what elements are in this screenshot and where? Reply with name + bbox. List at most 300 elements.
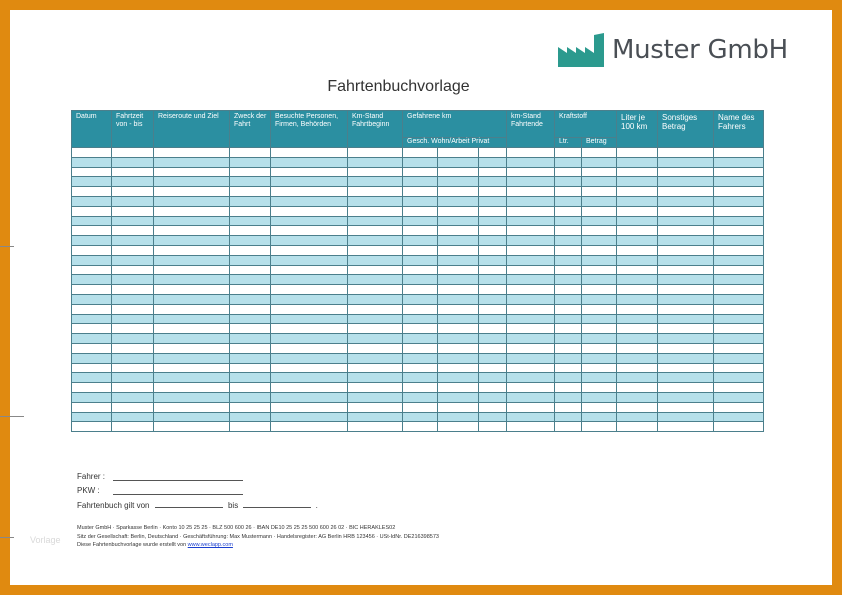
table-cell[interactable] [72, 353, 112, 363]
table-cell[interactable] [658, 383, 714, 393]
table-cell[interactable] [230, 412, 271, 422]
table-cell[interactable] [348, 363, 403, 373]
table-cell[interactable] [271, 334, 348, 344]
table-cell[interactable] [348, 353, 403, 363]
table-cell[interactable] [112, 187, 154, 197]
table-cell[interactable] [479, 236, 507, 246]
table-cell[interactable] [403, 157, 438, 167]
table-cell[interactable] [72, 343, 112, 353]
table-cell[interactable] [403, 177, 438, 187]
table-cell[interactable] [479, 255, 507, 265]
table-cell[interactable] [582, 373, 617, 383]
table-cell[interactable] [154, 324, 230, 334]
table-cell[interactable] [230, 216, 271, 226]
table-cell[interactable] [617, 422, 658, 432]
table-cell[interactable] [72, 285, 112, 295]
table-cell[interactable] [271, 383, 348, 393]
table-cell[interactable] [507, 304, 555, 314]
table-cell[interactable] [582, 226, 617, 236]
table-cell[interactable] [582, 206, 617, 216]
table-cell[interactable] [438, 148, 479, 158]
table-cell[interactable] [479, 353, 507, 363]
table-cell[interactable] [658, 245, 714, 255]
table-cell[interactable] [112, 196, 154, 206]
table-cell[interactable] [714, 206, 764, 216]
table-cell[interactable] [507, 187, 555, 197]
table-cell[interactable] [230, 245, 271, 255]
table-cell[interactable] [348, 148, 403, 158]
table-cell[interactable] [72, 216, 112, 226]
table-cell[interactable] [479, 304, 507, 314]
table-cell[interactable] [403, 148, 438, 158]
table-cell[interactable] [112, 167, 154, 177]
table-cell[interactable] [714, 187, 764, 197]
table-cell[interactable] [348, 343, 403, 353]
table-cell[interactable] [403, 392, 438, 402]
table-cell[interactable] [507, 206, 555, 216]
table-cell[interactable] [714, 216, 764, 226]
table-cell[interactable] [112, 255, 154, 265]
table-cell[interactable] [617, 167, 658, 177]
table-cell[interactable] [154, 392, 230, 402]
table-cell[interactable] [438, 353, 479, 363]
table-cell[interactable] [271, 373, 348, 383]
table-cell[interactable] [154, 304, 230, 314]
table-cell[interactable] [154, 383, 230, 393]
table-cell[interactable] [72, 167, 112, 177]
table-cell[interactable] [555, 177, 582, 187]
table-cell[interactable] [438, 324, 479, 334]
table-cell[interactable] [230, 373, 271, 383]
table-cell[interactable] [154, 373, 230, 383]
table-cell[interactable] [582, 304, 617, 314]
table-cell[interactable] [271, 177, 348, 187]
table-cell[interactable] [230, 236, 271, 246]
table-cell[interactable] [714, 373, 764, 383]
table-cell[interactable] [479, 187, 507, 197]
table-cell[interactable] [403, 422, 438, 432]
table-cell[interactable] [507, 285, 555, 295]
table-cell[interactable] [271, 285, 348, 295]
table-cell[interactable] [72, 177, 112, 187]
table-cell[interactable] [507, 226, 555, 236]
table-cell[interactable] [230, 255, 271, 265]
table-cell[interactable] [479, 334, 507, 344]
table-cell[interactable] [271, 324, 348, 334]
table-cell[interactable] [617, 157, 658, 167]
table-cell[interactable] [658, 392, 714, 402]
table-cell[interactable] [403, 314, 438, 324]
table-cell[interactable] [582, 353, 617, 363]
table-cell[interactable] [555, 216, 582, 226]
table-cell[interactable] [230, 226, 271, 236]
table-cell[interactable] [438, 314, 479, 324]
table-cell[interactable] [658, 157, 714, 167]
table-cell[interactable] [582, 343, 617, 353]
table-cell[interactable] [271, 206, 348, 216]
table-cell[interactable] [438, 363, 479, 373]
table-cell[interactable] [438, 294, 479, 304]
table-cell[interactable] [507, 422, 555, 432]
table-cell[interactable] [617, 265, 658, 275]
table-cell[interactable] [555, 324, 582, 334]
table-cell[interactable] [230, 353, 271, 363]
table-cell[interactable] [714, 294, 764, 304]
table-cell[interactable] [230, 402, 271, 412]
table-cell[interactable] [479, 383, 507, 393]
table-cell[interactable] [112, 363, 154, 373]
table-cell[interactable] [438, 343, 479, 353]
table-cell[interactable] [714, 285, 764, 295]
table-cell[interactable] [112, 402, 154, 412]
table-cell[interactable] [112, 392, 154, 402]
table-cell[interactable] [348, 275, 403, 285]
table-cell[interactable] [617, 285, 658, 295]
table-cell[interactable] [479, 206, 507, 216]
table-cell[interactable] [230, 187, 271, 197]
table-cell[interactable] [348, 226, 403, 236]
fahrer-input-line[interactable] [113, 471, 243, 481]
table-cell[interactable] [555, 294, 582, 304]
table-cell[interactable] [507, 373, 555, 383]
table-cell[interactable] [555, 383, 582, 393]
table-cell[interactable] [72, 275, 112, 285]
pkw-input-line[interactable] [113, 485, 243, 495]
table-cell[interactable] [154, 157, 230, 167]
table-cell[interactable] [72, 196, 112, 206]
table-cell[interactable] [582, 275, 617, 285]
table-cell[interactable] [617, 206, 658, 216]
table-cell[interactable] [154, 294, 230, 304]
table-cell[interactable] [714, 363, 764, 373]
table-cell[interactable] [112, 343, 154, 353]
table-cell[interactable] [112, 373, 154, 383]
table-cell[interactable] [72, 226, 112, 236]
table-cell[interactable] [271, 216, 348, 226]
table-cell[interactable] [479, 402, 507, 412]
table-cell[interactable] [438, 422, 479, 432]
table-cell[interactable] [72, 422, 112, 432]
table-cell[interactable] [507, 196, 555, 206]
table-cell[interactable] [714, 353, 764, 363]
table-cell[interactable] [348, 206, 403, 216]
table-cell[interactable] [438, 245, 479, 255]
bis-input-line[interactable] [243, 498, 311, 508]
table-cell[interactable] [154, 196, 230, 206]
table-cell[interactable] [658, 255, 714, 265]
table-cell[interactable] [112, 236, 154, 246]
table-cell[interactable] [617, 304, 658, 314]
table-cell[interactable] [112, 334, 154, 344]
table-cell[interactable] [230, 206, 271, 216]
table-cell[interactable] [154, 206, 230, 216]
table-cell[interactable] [507, 177, 555, 187]
table-cell[interactable] [403, 236, 438, 246]
table-cell[interactable] [658, 216, 714, 226]
table-cell[interactable] [507, 265, 555, 275]
table-cell[interactable] [479, 314, 507, 324]
table-cell[interactable] [112, 294, 154, 304]
table-cell[interactable] [112, 304, 154, 314]
table-cell[interactable] [555, 402, 582, 412]
table-cell[interactable] [348, 334, 403, 344]
table-cell[interactable] [617, 353, 658, 363]
table-cell[interactable] [72, 187, 112, 197]
table-cell[interactable] [112, 353, 154, 363]
table-cell[interactable] [479, 324, 507, 334]
table-cell[interactable] [230, 383, 271, 393]
table-cell[interactable] [555, 236, 582, 246]
table-cell[interactable] [271, 255, 348, 265]
table-cell[interactable] [154, 216, 230, 226]
table-cell[interactable] [112, 245, 154, 255]
table-cell[interactable] [479, 226, 507, 236]
table-cell[interactable] [582, 412, 617, 422]
table-cell[interactable] [714, 265, 764, 275]
table-cell[interactable] [154, 275, 230, 285]
table-cell[interactable] [555, 206, 582, 216]
table-cell[interactable] [714, 304, 764, 314]
table-cell[interactable] [348, 314, 403, 324]
table-cell[interactable] [348, 324, 403, 334]
table-cell[interactable] [714, 324, 764, 334]
table-cell[interactable] [230, 177, 271, 187]
table-cell[interactable] [617, 187, 658, 197]
table-cell[interactable] [72, 148, 112, 158]
table-cell[interactable] [555, 187, 582, 197]
table-cell[interactable] [617, 275, 658, 285]
table-cell[interactable] [72, 265, 112, 275]
table-cell[interactable] [582, 285, 617, 295]
table-cell[interactable] [714, 148, 764, 158]
table-cell[interactable] [617, 412, 658, 422]
table-cell[interactable] [154, 334, 230, 344]
table-cell[interactable] [271, 353, 348, 363]
table-cell[interactable] [658, 285, 714, 295]
table-cell[interactable] [555, 392, 582, 402]
table-cell[interactable] [617, 255, 658, 265]
table-cell[interactable] [271, 236, 348, 246]
table-cell[interactable] [72, 314, 112, 324]
table-cell[interactable] [617, 402, 658, 412]
table-cell[interactable] [658, 294, 714, 304]
table-cell[interactable] [271, 314, 348, 324]
table-cell[interactable] [271, 412, 348, 422]
table-cell[interactable] [154, 422, 230, 432]
table-cell[interactable] [154, 148, 230, 158]
table-cell[interactable] [403, 196, 438, 206]
table-cell[interactable] [438, 373, 479, 383]
table-cell[interactable] [438, 167, 479, 177]
table-cell[interactable] [507, 343, 555, 353]
table-cell[interactable] [271, 363, 348, 373]
table-cell[interactable] [72, 324, 112, 334]
table-cell[interactable] [403, 412, 438, 422]
table-cell[interactable] [479, 412, 507, 422]
table-cell[interactable] [403, 402, 438, 412]
table-cell[interactable] [230, 314, 271, 324]
table-cell[interactable] [555, 412, 582, 422]
table-cell[interactable] [438, 255, 479, 265]
table-cell[interactable] [617, 226, 658, 236]
table-cell[interactable] [72, 236, 112, 246]
table-cell[interactable] [403, 383, 438, 393]
table-cell[interactable] [507, 353, 555, 363]
table-cell[interactable] [658, 236, 714, 246]
table-cell[interactable] [403, 255, 438, 265]
table-cell[interactable] [112, 422, 154, 432]
table-cell[interactable] [112, 383, 154, 393]
table-cell[interactable] [271, 304, 348, 314]
table-cell[interactable] [582, 363, 617, 373]
table-cell[interactable] [348, 392, 403, 402]
table-cell[interactable] [582, 148, 617, 158]
table-cell[interactable] [348, 294, 403, 304]
table-cell[interactable] [112, 226, 154, 236]
table-cell[interactable] [154, 167, 230, 177]
table-cell[interactable] [555, 226, 582, 236]
table-cell[interactable] [555, 304, 582, 314]
table-cell[interactable] [617, 334, 658, 344]
table-cell[interactable] [348, 422, 403, 432]
table-cell[interactable] [403, 343, 438, 353]
table-cell[interactable] [230, 275, 271, 285]
table-cell[interactable] [438, 196, 479, 206]
table-cell[interactable] [714, 255, 764, 265]
table-cell[interactable] [714, 196, 764, 206]
table-cell[interactable] [714, 245, 764, 255]
table-cell[interactable] [438, 177, 479, 187]
table-cell[interactable] [438, 275, 479, 285]
table-cell[interactable] [230, 285, 271, 295]
table-cell[interactable] [271, 422, 348, 432]
table-cell[interactable] [555, 157, 582, 167]
table-cell[interactable] [507, 412, 555, 422]
table-cell[interactable] [348, 216, 403, 226]
table-cell[interactable] [112, 216, 154, 226]
table-cell[interactable] [507, 157, 555, 167]
table-cell[interactable] [154, 187, 230, 197]
table-cell[interactable] [507, 167, 555, 177]
table-cell[interactable] [582, 402, 617, 412]
table-cell[interactable] [271, 226, 348, 236]
table-cell[interactable] [154, 412, 230, 422]
table-cell[interactable] [555, 285, 582, 295]
table-cell[interactable] [403, 353, 438, 363]
table-cell[interactable] [438, 304, 479, 314]
table-cell[interactable] [507, 148, 555, 158]
table-cell[interactable] [403, 304, 438, 314]
gilt-von-input-line[interactable] [155, 498, 223, 508]
table-cell[interactable] [617, 177, 658, 187]
table-cell[interactable] [507, 402, 555, 412]
table-cell[interactable] [72, 412, 112, 422]
table-cell[interactable] [72, 402, 112, 412]
table-cell[interactable] [403, 363, 438, 373]
table-cell[interactable] [271, 343, 348, 353]
table-cell[interactable] [112, 265, 154, 275]
table-cell[interactable] [348, 177, 403, 187]
table-cell[interactable] [403, 275, 438, 285]
table-cell[interactable] [479, 343, 507, 353]
table-cell[interactable] [582, 265, 617, 275]
table-cell[interactable] [72, 392, 112, 402]
table-cell[interactable] [271, 265, 348, 275]
table-cell[interactable] [72, 383, 112, 393]
table-cell[interactable] [403, 334, 438, 344]
table-cell[interactable] [555, 334, 582, 344]
table-cell[interactable] [658, 324, 714, 334]
table-cell[interactable] [438, 412, 479, 422]
table-cell[interactable] [438, 236, 479, 246]
table-cell[interactable] [230, 324, 271, 334]
table-cell[interactable] [658, 363, 714, 373]
table-cell[interactable] [348, 304, 403, 314]
table-cell[interactable] [658, 177, 714, 187]
table-cell[interactable] [714, 334, 764, 344]
table-cell[interactable] [658, 314, 714, 324]
table-cell[interactable] [230, 167, 271, 177]
table-cell[interactable] [617, 373, 658, 383]
table-cell[interactable] [72, 206, 112, 216]
table-cell[interactable] [479, 373, 507, 383]
table-cell[interactable] [658, 353, 714, 363]
table-cell[interactable] [555, 196, 582, 206]
table-cell[interactable] [555, 148, 582, 158]
table-cell[interactable] [507, 216, 555, 226]
table-cell[interactable] [403, 324, 438, 334]
table-cell[interactable] [555, 314, 582, 324]
table-cell[interactable] [658, 304, 714, 314]
table-cell[interactable] [617, 216, 658, 226]
table-cell[interactable] [271, 245, 348, 255]
table-cell[interactable] [582, 422, 617, 432]
table-cell[interactable] [582, 177, 617, 187]
table-cell[interactable] [582, 324, 617, 334]
table-cell[interactable] [271, 402, 348, 412]
table-cell[interactable] [112, 148, 154, 158]
table-cell[interactable] [72, 294, 112, 304]
table-cell[interactable] [112, 275, 154, 285]
table-cell[interactable] [617, 294, 658, 304]
table-cell[interactable] [555, 265, 582, 275]
table-cell[interactable] [154, 402, 230, 412]
table-cell[interactable] [112, 314, 154, 324]
table-cell[interactable] [348, 157, 403, 167]
table-cell[interactable] [507, 383, 555, 393]
table-cell[interactable] [403, 187, 438, 197]
table-cell[interactable] [154, 255, 230, 265]
table-cell[interactable] [403, 226, 438, 236]
table-cell[interactable] [112, 285, 154, 295]
table-cell[interactable] [714, 167, 764, 177]
table-cell[interactable] [154, 265, 230, 275]
table-cell[interactable] [617, 363, 658, 373]
table-cell[interactable] [479, 275, 507, 285]
table-cell[interactable] [714, 236, 764, 246]
table-cell[interactable] [555, 363, 582, 373]
table-cell[interactable] [658, 226, 714, 236]
table-cell[interactable] [479, 177, 507, 187]
table-cell[interactable] [479, 157, 507, 167]
table-cell[interactable] [714, 275, 764, 285]
table-cell[interactable] [582, 245, 617, 255]
table-cell[interactable] [112, 177, 154, 187]
table-cell[interactable] [714, 314, 764, 324]
table-cell[interactable] [582, 187, 617, 197]
table-cell[interactable] [617, 314, 658, 324]
table-cell[interactable] [348, 236, 403, 246]
